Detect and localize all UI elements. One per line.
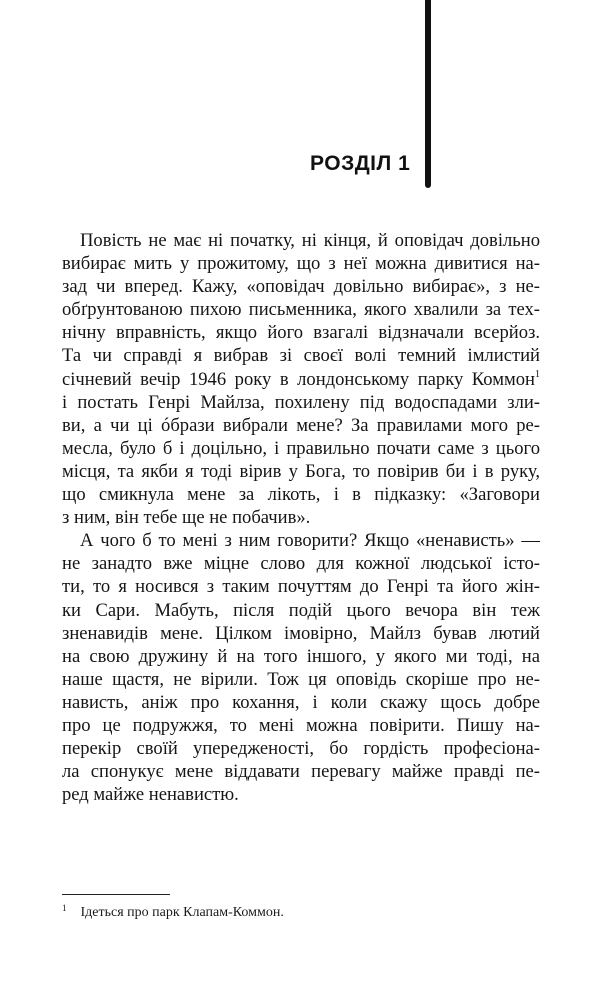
- text-line: нічну вправність, якщо його взагалі відзначали всерйоз.: [62, 322, 540, 344]
- text-line: Та чи справді я вибрав зі своєї волі темний імлистий: [62, 345, 540, 367]
- paragraph-1: [62, 229, 540, 529]
- text-line: ви, а чи ці óбрази вибрали мене? За правилами мого ре-: [62, 414, 540, 436]
- text-line: ти, то я носився з таким почуттям до Генрі та його жін-: [62, 576, 540, 598]
- text-line: ки Сари. Мабуть, після подій цього вечора він теж: [62, 599, 540, 621]
- text-line: зненавидів мене. Цілком імовірно, Майлз бував лютий: [62, 622, 540, 644]
- footnote-divider: [62, 894, 170, 895]
- text-line: месла, було б і доцільно, і правильно почати саме з цього: [62, 437, 540, 459]
- footnote-text: Ідеться про парк Клапам-Коммон.: [80, 905, 284, 920]
- text-line-with-footnote: [62, 368, 540, 391]
- text-line: ла спонукує мене віддавати перевагу майже правді пе-: [62, 761, 540, 783]
- text-line: нависть, аніж про кохання, і коли скажу щось добре: [62, 691, 540, 713]
- text-line: А чого б то мені з ним говорити? Якщо «ненависть» —: [80, 530, 540, 552]
- text-line: місця, та якби я тоді вірив у Бога, то повірив би і в руку,: [62, 460, 540, 482]
- text-line: на свою дружину й на того іншого, у якого ми тоді, на: [62, 645, 540, 667]
- text-line: обґрунтованою пихою письменника, якого хвалили за тех-: [62, 299, 540, 321]
- text-line: з ним, він тебе ще не побачив».: [62, 507, 311, 529]
- text-line: наше щастя, не вірили. Тож ця оповідь скоріше про не-: [62, 668, 540, 690]
- text-line: вибирає мить у прожитому, що з неї можна дивитися на-: [62, 253, 540, 275]
- text-line: що смикнула мене за лікоть, і в підказку: «Заговори: [62, 484, 540, 506]
- text-line: перекір своїй упередженості, бо гордість професіона-: [62, 738, 540, 760]
- footnote-number: 1: [62, 903, 67, 913]
- text-line: і постать Генрі Майлза, похилену під водоспадами зли-: [62, 391, 540, 413]
- text-line: Повість не має ні початку, ні кінця, й оповідач довільно: [80, 230, 540, 251]
- footnote-marker[interactable]: 1: [535, 368, 540, 380]
- body-text: [62, 229, 540, 806]
- text-line: ред майже ненавистю.: [62, 784, 239, 806]
- text-line: про це подружжя, то мені можна повірити. Пишу на-: [62, 714, 540, 736]
- chapter-title: РОЗДІЛ 1: [310, 152, 411, 175]
- text-line: зад чи вперед. Кажу, «оповідач довільно вибирає», з не-: [62, 276, 540, 298]
- text-line: січневий вечір 1946 року в лондонському парку Коммон: [62, 368, 535, 390]
- paragraph-2: [62, 529, 540, 806]
- text-line: не занадто вже міцне слово для кожної людської істо-: [62, 553, 540, 575]
- footnote: [62, 903, 284, 921]
- decorative-vertical-bar: [425, 0, 431, 188]
